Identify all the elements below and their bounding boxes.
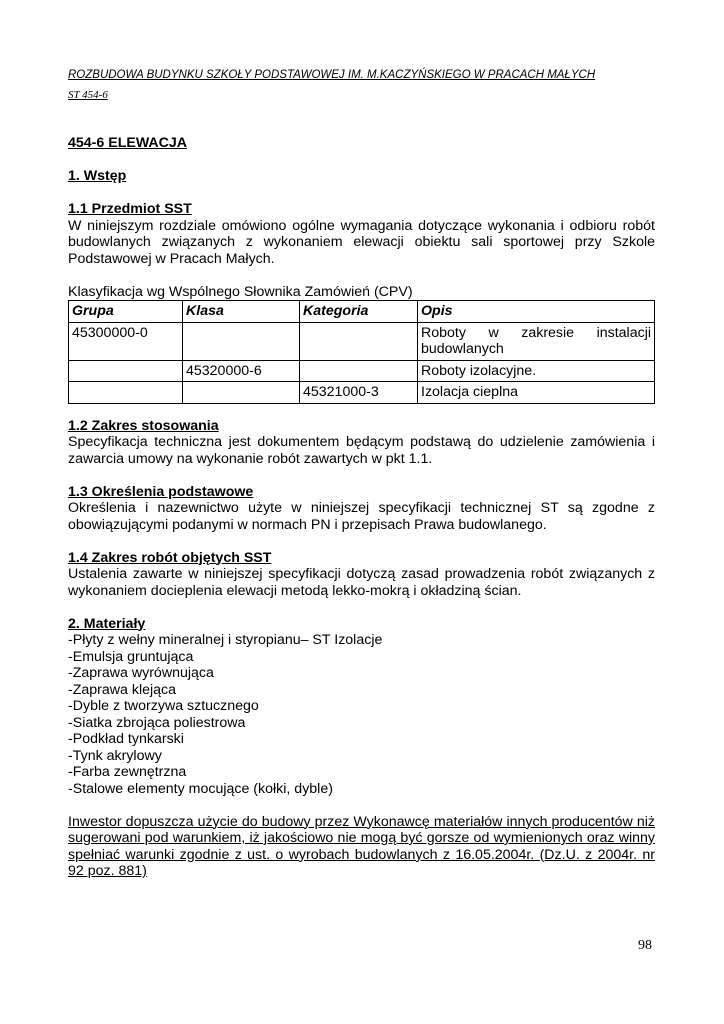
heading-materialy: 2. Materiały [68,615,146,632]
table-row [69,382,655,404]
list-item: -Siatka zbrojąca poliestrowa [68,714,246,731]
cpv-header-kategoria: Kategoria [300,301,418,323]
table-row [69,322,655,360]
heading-wstep: 1. Wstęp [68,168,127,184]
list-item: -Podkład tynkarski [68,731,184,747]
table-cell: Roboty w zakresie instalacji budowlanych [418,322,655,360]
document-body [68,135,655,880]
table-row [69,360,655,382]
table-cell [300,360,418,382]
heading-zakres-robot: 1.4 Zakres robót objętych SST [68,549,272,566]
list-item: -Zaprawa klejąca [68,681,177,698]
heading-przedmiot-sst: 1.1 Przedmiot SST [68,201,192,217]
list-item: -Emulsja gruntująca [68,648,194,665]
materials-note: Inwestor dopuszcza użycie do budowy przez Wykonawcę materiałów innych producentów niż sugerowani pod warunkiem, iż jakościowo nie mogą być gorsze od wymienionych oraz winny spełniać warunki zgodnie z ust. o wyrobach budowlanych z 16.05.2004r. (Dz.U. z 2004r. nr 92 poz. 881) [68,813,655,879]
cpv-caption: Klasyfikacja wg Wspólnego Słownika Zamówień (CPV) [68,283,413,300]
table-cell [69,360,183,382]
section-title: 454-6 ELEWACJA [68,135,188,151]
table-cell [69,382,183,404]
cpv-header-grupa: Grupa [69,301,183,323]
page-number: 98 [638,938,652,953]
list-item: -Dyble z tworzywa sztucznego [68,698,259,714]
cpv-header-klasa: Klasa [183,301,300,323]
list-item: -Farba zewnętrzna [68,764,187,780]
paragraph-okreslenia: Określenia i nazewnictwo użyte w niniejszej specyfikacji technicznej ST są zgodne z obowiązującymi podanymi w normach PN i przepisach Prawa budowlanego. [68,500,655,533]
table-cell: 45320000-6 [183,360,300,382]
cpv-header-row [69,301,655,323]
table-cell [300,322,418,360]
materials-list [68,632,655,797]
cpv-table [68,300,655,404]
table-cell: 45321000-3 [300,382,418,404]
paragraph-przedmiot-sst: W niniejszym rozdziale omówiono ogólne wymagania dotyczące wykonania i odbioru robót budowlanych związanych z wykonaniem elewacji obiektu sali sportowej przy Szkole Podstawowej w Pracach Małych. [68,217,655,267]
heading-okreslenia: 1.3 Określenia podstawowe [68,483,254,500]
table-cell: Roboty izolacyjne. [418,360,655,382]
list-item: -Płyty z wełny mineralnej i styropianu– ST Izolacje [68,632,383,648]
list-item: -Stalowe elementy mocujące (kołki, dyble) [68,780,333,797]
table-cell [183,382,300,404]
heading-zakres-stosowania: 1.2 Zakres stosowania [68,417,219,434]
list-item: -Zaprawa wyrównująca [68,665,214,681]
paragraph-zakres-robot: Ustalenia zawarte w niniejszej specyfikacji dotyczą zasad prowadzenia robót związanych z wykonaniem docieplenia elewacji metodą lekko-mokrą i okładziną ścian. [68,566,655,599]
paragraph-zakres-stosowania: Specyfikacja techniczna jest dokumentem będącym podstawą do udzielenie zamówienia i zawarcia umowy na wykonanie robót zawartych w pkt 1.1. [68,434,655,467]
table-cell [183,322,300,360]
list-item: -Tynk akrylowy [68,747,162,764]
document-header-title: ROZBUDOWA BUDYNKU SZKOŁY PODSTAWOWEJ IM. M.KACZYŃSKIEGO W PRACACH MAŁYCH [68,69,596,81]
table-cell: 45300000-0 [69,322,183,360]
document-header-code: ST 454-6 [68,89,108,101]
cpv-header-opis: Opis [418,301,655,323]
table-cell: Izolacja cieplna [418,382,655,404]
